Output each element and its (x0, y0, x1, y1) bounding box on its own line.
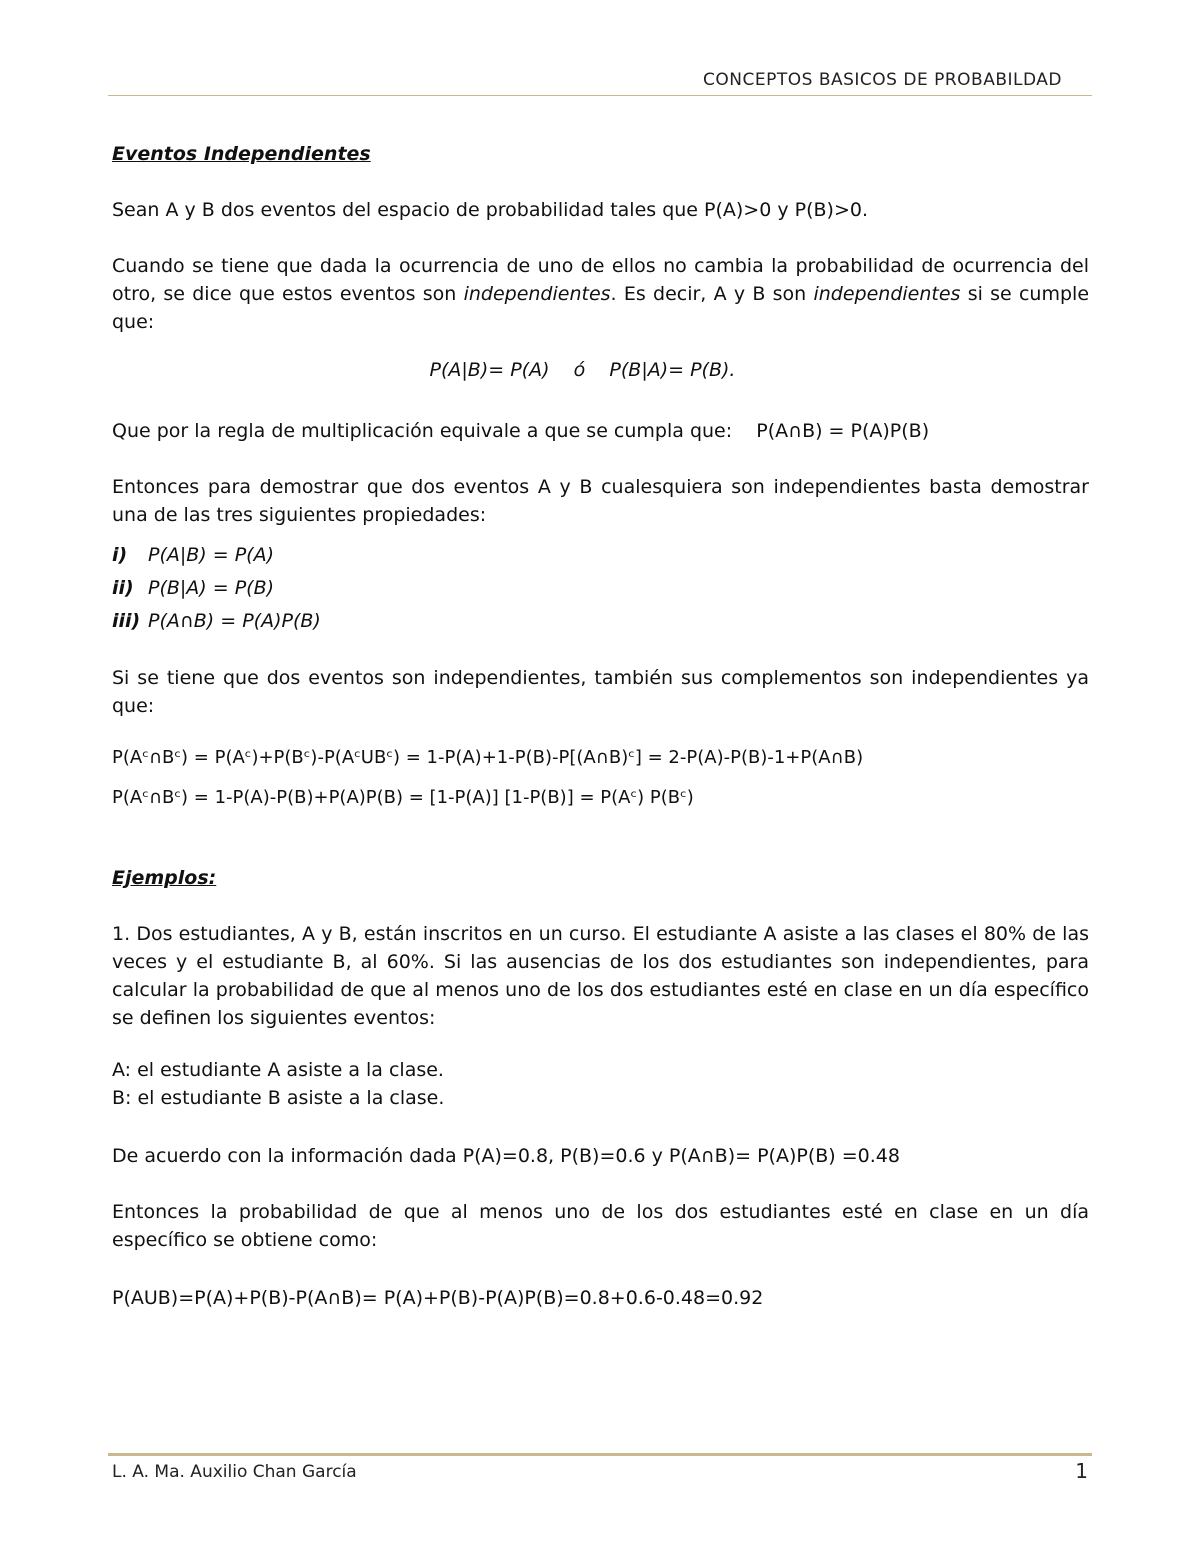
section-heading-examples: Ejemplos: (112, 867, 217, 889)
event-b-definition: B: el estudiante B asiste a la clase. (112, 1087, 445, 1109)
list-item-number: ii) (112, 577, 134, 599)
paragraph-then: Entonces la probabilidad de que al menos uno de los dos estudiantes esté en clase en un día específico se obtiene como: (112, 1201, 1089, 1251)
paragraph-given-info: De acuerdo con la información dada P(A)=0.8, P(B)=0.6 y P(A∩B)= P(A)P(B) =0.48 (112, 1145, 900, 1167)
list-item-formula: P(A|B) = P(A) (148, 544, 274, 566)
emphasis-independientes: independientes (813, 283, 961, 305)
paragraph-independence (112, 252, 1089, 336)
text-run: Cuando se tiene que dada la ocurrencia de uno de ellos no cambia la probabilidad de ocurrencia del otro, se dice que estos eventos son (112, 255, 1089, 305)
formula-conditional: P(A|B)= P(A) ó P(B|A)= P(B). (429, 359, 736, 381)
list-item (112, 539, 1089, 572)
footer-author: L. A. Ma. Auxilio Chan García (112, 1462, 357, 1482)
header-title: CONCEPTOS BASICOS DE PROBABILDAD (703, 70, 1062, 90)
paragraph-properties-intro: Entonces para demostrar que dos eventos A y B cualesquiera son independientes basta demostrar una de las tres siguientes propiedades: (112, 476, 1089, 526)
header-divider (108, 95, 1092, 96)
paragraph-complements: Si se tiene que dos eventos son independientes, también sus complementos son independientes ya que: (112, 667, 1089, 717)
formula-complements-1: P(Aᶜ∩Bᶜ) = P(Aᶜ)+P(Bᶜ)-P(AᶜUBᶜ) = 1-P(A)+1-P(B)-P[(A∩B)ᶜ] = 2-P(A)-P(B)-1+P(A∩B) (112, 747, 864, 768)
emphasis-independientes: independientes (463, 283, 611, 305)
document-body (112, 140, 1089, 1312)
page-number: 1 (1075, 1459, 1088, 1483)
list-item (112, 605, 1089, 638)
footer-divider (108, 1453, 1092, 1456)
properties-list (112, 539, 1089, 638)
list-item-number: i) (112, 544, 128, 566)
formula-complements-2: P(Aᶜ∩Bᶜ) = 1-P(A)-P(B)+P(A)P(B) = [1-P(A)] [1-P(B)] = P(Aᶜ) P(Bᶜ) (112, 787, 694, 808)
formula-result: P(AUB)=P(A)+P(B)-P(A∩B)= P(A)+P(B)-P(A)P(B)=0.8+0.6-0.48=0.92 (112, 1287, 764, 1309)
paragraph-multiplication-rule: Que por la regla de multiplicación equivale a que se cumpla que: P(A∩B) = P(A)P(B) (112, 420, 930, 442)
list-item-formula: P(A∩B) = P(A)P(B) (148, 610, 321, 632)
paragraph-definition: Sean A y B dos eventos del espacio de probabilidad tales que P(A)>0 y P(B)>0. (112, 199, 869, 221)
list-item (112, 572, 1089, 605)
list-item-number: iii) (112, 610, 141, 632)
list-item-formula: P(B|A) = P(B) (148, 577, 275, 599)
text-run: . Es decir, A y B son (610, 283, 814, 305)
page-header (108, 70, 1092, 96)
section-heading-independent-events: Eventos Independientes (112, 143, 371, 165)
text-run: si se cumple que: (112, 283, 1090, 333)
paragraph-example-1: 1. Dos estudiantes, A y B, están inscritos en un curso. El estudiante A asiste a las clases el 80% de las veces y el estudiante B, al 60%. Si las ausencias de los dos estudiantes son independientes, para calcular la probabilidad de que al menos uno de los dos estudiantes esté en clase en un día específico se definen los siguientes eventos: (112, 923, 1089, 1029)
event-a-definition: A: el estudiante A asiste a la clase. (112, 1059, 444, 1081)
